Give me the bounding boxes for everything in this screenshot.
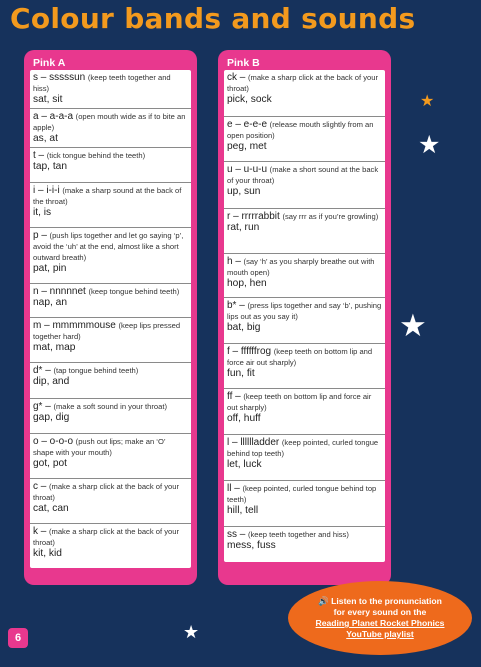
sound-line xyxy=(227,483,382,505)
example-words: dip, and xyxy=(33,376,70,387)
example-words: it, is xyxy=(33,207,52,218)
sound-letters: ll – xyxy=(227,483,240,494)
sound-row xyxy=(224,435,385,481)
pink-b-column xyxy=(218,50,391,585)
sound-line xyxy=(33,320,188,342)
sound-description: (keep teeth together and hiss) xyxy=(33,73,171,93)
sound-letters: k – xyxy=(33,526,47,537)
star-icon: ★ xyxy=(183,622,200,642)
sound-row xyxy=(30,228,191,284)
example-words: hop, hen xyxy=(227,278,267,289)
sound-description: (make a soft sound in your throat) xyxy=(53,402,167,411)
sound-description: (press lips together and say ‘b’, pushing lips out as you say it) xyxy=(227,301,382,321)
star-icon: ★ xyxy=(418,131,441,159)
sound-row xyxy=(224,209,385,254)
sound-row xyxy=(30,318,191,363)
sound-letters: ss – xyxy=(227,529,246,540)
star-icon: ★ xyxy=(420,93,435,110)
sound-description: (keep pointed, curled tongue behind top teeth) xyxy=(227,484,377,504)
sound-description: (tap tongue behind teeth) xyxy=(53,366,139,375)
sound-description: (keep lips pressed together hard) xyxy=(33,321,181,341)
sound-description: (make a sharp click at the back of your throat) xyxy=(227,73,378,93)
sound-letters: ff – xyxy=(227,391,241,402)
example-words: hill, tell xyxy=(227,505,259,516)
sound-line xyxy=(33,436,188,458)
sound-row xyxy=(224,481,385,527)
sound-line xyxy=(33,286,188,297)
sound-row xyxy=(30,284,191,318)
sound-letters: c – xyxy=(33,481,47,492)
sound-letters: e – e-e-e xyxy=(227,119,268,130)
sound-description: (say rrr as if you’re growling) xyxy=(282,212,379,221)
example-words: gap, dig xyxy=(33,412,70,423)
sound-letters: a – a-a-a xyxy=(33,111,74,122)
sound-description: (open mouth wide as if to bite an apple) xyxy=(33,112,186,132)
sound-description: (tick tongue behind the teeth) xyxy=(46,151,146,160)
sound-letters: t – xyxy=(33,150,45,161)
sound-description: (make a sharp sound at the back of the throat) xyxy=(33,186,182,206)
sound-letters: h – xyxy=(227,256,241,267)
example-words: off, huff xyxy=(227,413,261,424)
pink-a-column xyxy=(24,50,197,585)
sound-line xyxy=(227,211,382,222)
sound-description: (push out lips; make an ‘O’ shape with your mouth) xyxy=(33,437,166,457)
example-words: bat, big xyxy=(227,322,261,333)
sound-line xyxy=(227,391,382,413)
column-title: Pink A xyxy=(33,57,66,69)
example-words: nap, an xyxy=(33,297,67,308)
sound-row xyxy=(30,434,191,479)
column-title: Pink B xyxy=(227,57,260,69)
youtube-callout xyxy=(288,581,472,655)
sound-list xyxy=(30,70,191,568)
sound-row xyxy=(224,298,385,344)
sound-letters: m – mmmmmouse xyxy=(33,320,116,331)
sound-line xyxy=(33,185,188,207)
sound-line xyxy=(227,72,382,94)
example-words: rat, run xyxy=(227,222,260,233)
sound-row xyxy=(30,399,191,434)
sound-description: (make a short sound at the back of your throat) xyxy=(227,165,379,185)
sound-line xyxy=(227,256,382,278)
youtube-playlist-link[interactable]: Reading Planet Rocket Phonics xyxy=(315,618,445,628)
callout-line xyxy=(318,596,442,607)
sound-row xyxy=(30,363,191,399)
sound-line xyxy=(33,401,188,412)
sound-description: (release mouth slightly from an open position) xyxy=(227,120,374,140)
sound-letters: l – lllllladder xyxy=(227,437,280,448)
example-words: mess, fuss xyxy=(227,540,276,551)
example-words: pat, pin xyxy=(33,263,67,274)
speaker-icon: 🔊 xyxy=(318,596,329,606)
page-number: 6 xyxy=(8,628,28,648)
callout-text: for every sound on the xyxy=(333,607,427,617)
sound-line xyxy=(33,150,188,161)
sound-line xyxy=(227,437,382,459)
sound-letters: b* – xyxy=(227,300,245,311)
youtube-playlist-link[interactable]: YouTube playlist xyxy=(346,629,414,639)
sound-letters: i – i-i-i xyxy=(33,185,60,196)
star-icon: ★ xyxy=(399,308,427,343)
sound-row xyxy=(30,479,191,524)
sound-letters: ck – xyxy=(227,72,246,83)
example-words: peg, met xyxy=(227,141,267,152)
sound-letters: o – o-o-o xyxy=(33,436,74,447)
sound-list xyxy=(224,70,385,562)
example-words: up, sun xyxy=(227,186,261,197)
sound-line xyxy=(227,300,382,322)
sound-row xyxy=(224,527,385,562)
sound-row xyxy=(224,389,385,435)
sound-letters: f – ffffffrog xyxy=(227,346,272,357)
sound-row xyxy=(224,70,385,117)
sound-letters: r – rrrrrabbit xyxy=(227,211,280,222)
example-words: sat, sit xyxy=(33,94,63,105)
example-words: kit, kid xyxy=(33,548,62,559)
sound-row xyxy=(30,524,191,568)
sound-line xyxy=(227,164,382,186)
sound-line xyxy=(227,119,382,141)
example-words: let, luck xyxy=(227,459,262,470)
sound-letters: s – sssssun xyxy=(33,72,86,83)
callout-text: Listen to the pronunciation xyxy=(331,596,442,606)
sound-description: (keep pointed, curled tongue behind top teeth) xyxy=(227,438,379,458)
sound-row xyxy=(30,70,191,109)
example-words: fun, fit xyxy=(227,368,255,379)
sound-description: (keep teeth together and hiss) xyxy=(247,530,349,539)
sound-letters: d* – xyxy=(33,365,51,376)
sound-letters: u – u-u-u xyxy=(227,164,268,175)
sound-description: (keep tongue behind teeth) xyxy=(88,287,180,296)
sound-row xyxy=(224,117,385,162)
sound-line xyxy=(33,72,188,94)
sound-line xyxy=(33,365,188,376)
example-words: pick, sock xyxy=(227,94,272,105)
sound-description: (make a sharp click at the back of your throat) xyxy=(33,527,179,547)
example-words: as, at xyxy=(33,133,58,144)
example-words: mat, map xyxy=(33,342,76,353)
sound-row xyxy=(30,183,191,228)
example-words: tap, tan xyxy=(33,161,67,172)
example-words: cat, can xyxy=(33,503,69,514)
sound-line xyxy=(33,111,188,133)
sound-letters: p – xyxy=(33,230,47,241)
sound-row xyxy=(224,344,385,389)
sound-row xyxy=(30,148,191,183)
sound-row xyxy=(30,109,191,148)
sound-description: (keep teeth on bottom lip and force air out sharply) xyxy=(227,392,372,412)
sound-row xyxy=(224,162,385,209)
sound-letters: g* – xyxy=(33,401,51,412)
sound-letters: n – nnnnnet xyxy=(33,286,86,297)
sound-line xyxy=(33,481,188,503)
example-words: got, pot xyxy=(33,458,67,469)
sound-line xyxy=(227,346,382,368)
sound-description: (say ‘h’ as you sharply breathe out with mouth open) xyxy=(227,257,375,277)
page-title: Colour bands and sounds xyxy=(10,2,416,35)
sound-row xyxy=(224,254,385,298)
sound-line xyxy=(33,526,188,548)
sound-line xyxy=(227,529,382,540)
sound-description: (keep teeth on bottom lip and force air out sharply) xyxy=(227,347,373,367)
sound-description: (push lips together and let go saying ‘p’, avoid the ‘uh’ at the end, almost like a short outward breath) xyxy=(33,231,184,262)
sound-description: (make a sharp click at the back of your throat) xyxy=(33,482,179,502)
sound-line xyxy=(33,230,188,263)
